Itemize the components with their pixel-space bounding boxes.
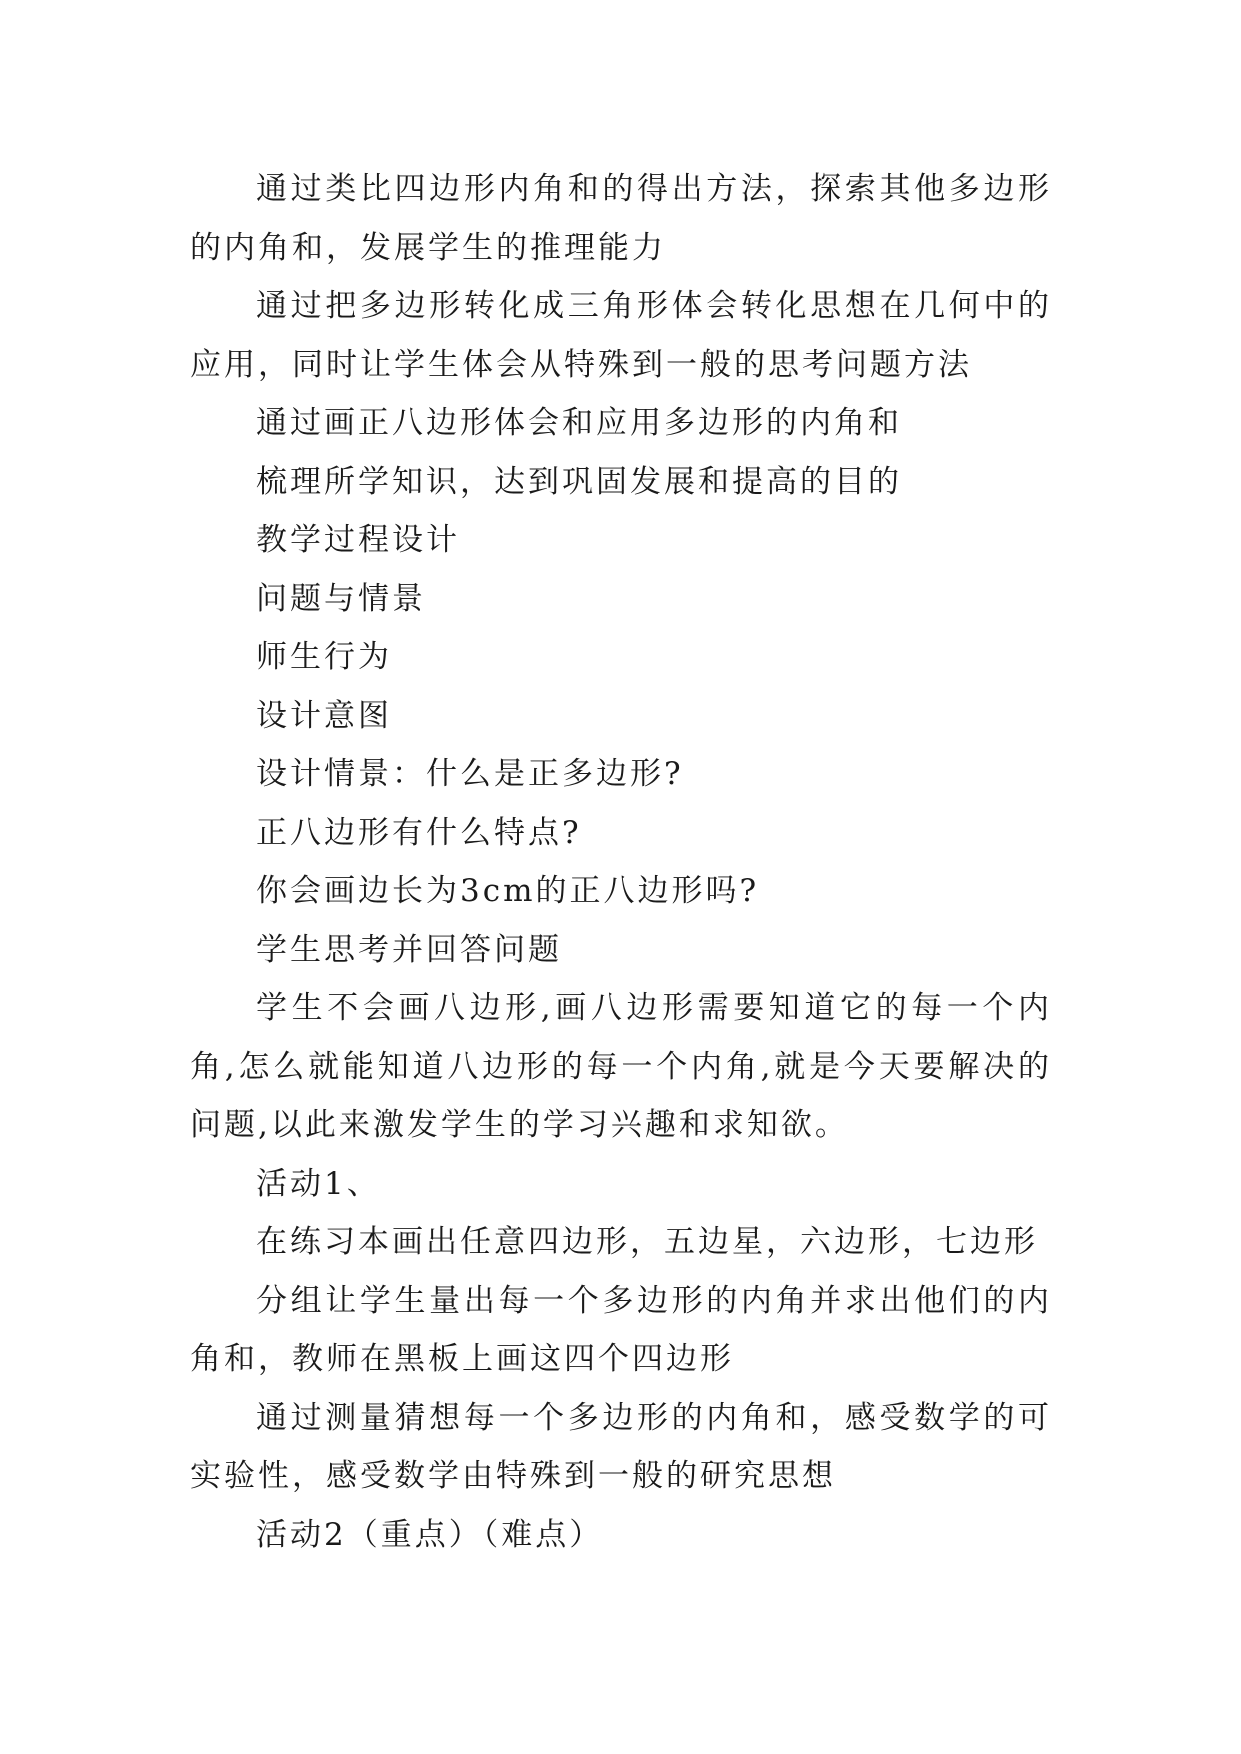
paragraph: 学生思考并回答问题 [256,931,562,968]
table-column-label: 设计意图 [256,697,392,734]
document-body [190,160,1052,1564]
table-column-label: 问题与情景 [256,580,426,617]
section-heading: 教学过程设计 [256,522,460,558]
paragraph: 通过类比四边形内角和的得出方法，探索其他多边形的内角和，发展学生的推理能力 [190,171,1052,266]
paragraph: 通过测量猜想每一个多边形的内角和，感受数学的可实验性，感受数学由特殊到一般的研究思想 [190,1399,1052,1494]
paragraph: 在练习本画出任意四边形，五边星，六边形，七边形 [256,1224,1038,1260]
paragraph: 通过把多边形转化成三角形体会转化思想在几何中的应用，同时让学生体会从特殊到一般的思考问题方法 [190,288,1052,383]
paragraph: 通过画正八边形体会和应用多边形的内角和 [256,405,902,441]
activity-heading: 活动1、 [256,1165,381,1202]
paragraph: 学生不会画八边形,画八边形需要知道它的每一个内角,怎么就能知道八边形的每一个内角,就是今天要解决的问题,以此来激发学生的学习兴趣和求知欲。 [190,990,1052,1143]
paragraph: 正八边形有什么特点? [256,814,582,851]
paragraph: 梳理所学知识，达到巩固发展和提高的目的 [256,463,902,500]
table-column-label: 师生行为 [256,639,392,675]
paragraph: 设计情景：什么是正多边形? [256,756,684,792]
paragraph: 你会画边长为3cm的正八边形吗? [256,873,760,909]
activity-heading: 活动2（重点）（难点） [256,1516,604,1553]
paragraph: 分组让学生量出每一个多边形的内角并求出他们的内角和，教师在黑板上画这四个四边形 [190,1282,1052,1377]
